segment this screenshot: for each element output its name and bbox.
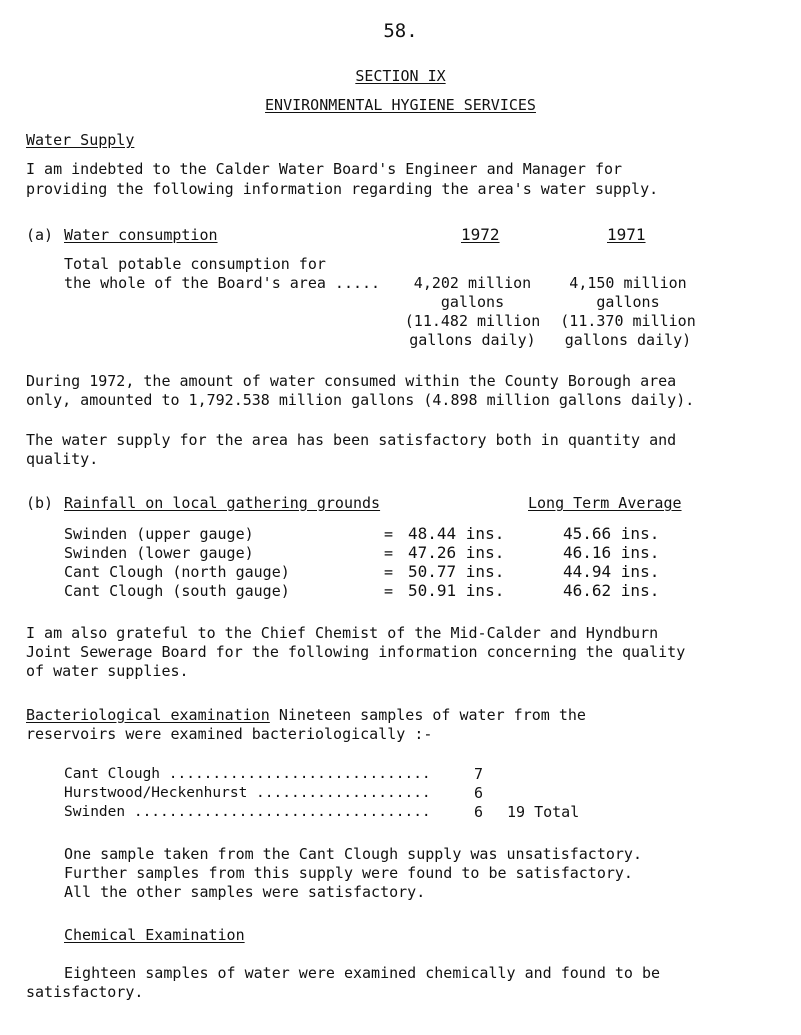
county-line-1: During 1972, the amount of water consumed within the County Borough area — [26, 372, 677, 390]
rainfall-gauge: Cant Clough (north gauge) — [64, 563, 290, 581]
consumption-1971-line-2: gallons — [596, 293, 660, 311]
chemical-line-2: satisfactory. — [26, 983, 144, 1001]
grateful-line-2: Joint Sewerage Board for the following information concerning the quality — [26, 643, 686, 661]
consumption-1972-line-1: 4,202 million — [413, 274, 532, 292]
rainfall-value: 50.77 ins. — [408, 562, 505, 581]
year-1972: 1972 — [461, 225, 500, 244]
rainfall-average: 44.94 ins. — [563, 562, 660, 581]
sample-total: 19 Total — [507, 803, 580, 821]
bacteriological-line-2: reservoirs were examined bacteriologically :- — [26, 725, 433, 743]
bacteriological-line-1 — [26, 706, 586, 724]
section-subtitle: ENVIRONMENTAL HYGIENE SERVICES — [265, 96, 536, 114]
quality-line-2: quality. — [26, 450, 99, 468]
county-line-2: only, amounted to 1,792.538 million gallons (4.898 million gallons daily). — [26, 391, 695, 409]
intro-line-2: providing the following information regarding the area's water supply. — [26, 180, 659, 198]
consumption-desc-2: the whole of the Board's area ..... — [64, 274, 381, 292]
rainfall-eq: = — [384, 582, 394, 600]
rainfall-gauge: Cant Clough (south gauge) — [64, 582, 290, 600]
result-line-2: Further samples from this supply were found to be satisfactory. — [64, 864, 633, 882]
quality-line-1: The water supply for the area has been satisfactory both in quantity and — [26, 431, 677, 449]
grateful-line-3: of water supplies. — [26, 662, 189, 680]
water-supply-heading: Water Supply — [26, 131, 135, 149]
chemical-heading: Chemical Examination — [64, 926, 245, 944]
rainfall-value: 47.26 ins. — [408, 543, 505, 562]
intro-line-1: I am indebted to the Calder Water Board's Engineer and Manager for — [26, 160, 623, 178]
sample-site: Cant Clough .............................. — [64, 766, 431, 782]
rainfall-value: 50.91 ins. — [408, 581, 505, 600]
sample-count: 6 — [474, 803, 484, 821]
consumption-1971-line-4: gallons daily) — [564, 331, 692, 349]
rainfall-eq: = — [384, 525, 394, 543]
long-term-average-heading: Long Term Average — [528, 494, 682, 512]
page-number: 58. — [383, 20, 418, 42]
consumption-1971-line-3: (11.370 million — [560, 312, 696, 330]
rainfall-average: 46.16 ins. — [563, 543, 660, 562]
rainfall-gauge: Swinden (lower gauge) — [64, 544, 254, 562]
rainfall-value: 48.44 ins. — [408, 524, 505, 543]
result-line-3: All the other samples were satisfactory. — [64, 883, 426, 901]
bacteriological-heading: Bacteriological examination — [26, 706, 270, 724]
year-1971: 1971 — [607, 225, 646, 244]
consumption-1971-line-1: 4,150 million — [569, 274, 687, 292]
rainfall-heading: Rainfall on local gathering grounds — [64, 494, 381, 512]
sample-site: Hurstwood/Heckenhurst .................... — [64, 785, 431, 801]
consumption-1972-line-3: (11.482 million — [404, 312, 541, 330]
consumption-1972-line-4: gallons daily) — [409, 331, 536, 349]
result-line-1: One sample taken from the Cant Clough supply was unsatisfactory. — [64, 845, 642, 863]
rainfall-gauge: Swinden (upper gauge) — [64, 525, 254, 543]
sample-site: Swinden .................................. — [64, 804, 431, 820]
rainfall-average: 46.62 ins. — [563, 581, 660, 600]
grateful-line-1: I am also grateful to the Chief Chemist of the Mid-Calder and Hyndburn — [26, 624, 659, 642]
rainfall-label: (b) — [26, 494, 54, 512]
chemical-line-1: Eighteen samples of water were examined chemically and found to be — [64, 964, 661, 982]
consumption-desc-1: Total potable consumption for — [64, 255, 326, 273]
consumption-heading: Water consumption — [64, 226, 218, 244]
rainfall-eq: = — [384, 544, 394, 562]
rainfall-average: 45.66 ins. — [563, 524, 660, 543]
rainfall-eq: = — [384, 563, 394, 581]
sample-count: 6 — [474, 784, 484, 802]
sample-count: 7 — [474, 765, 484, 783]
consumption-1972-line-2: gallons — [440, 293, 505, 311]
consumption-label: (a) — [26, 226, 54, 244]
section-title: SECTION IX — [355, 67, 446, 85]
bacteriological-text-1: Nineteen samples of water from the — [269, 706, 586, 724]
